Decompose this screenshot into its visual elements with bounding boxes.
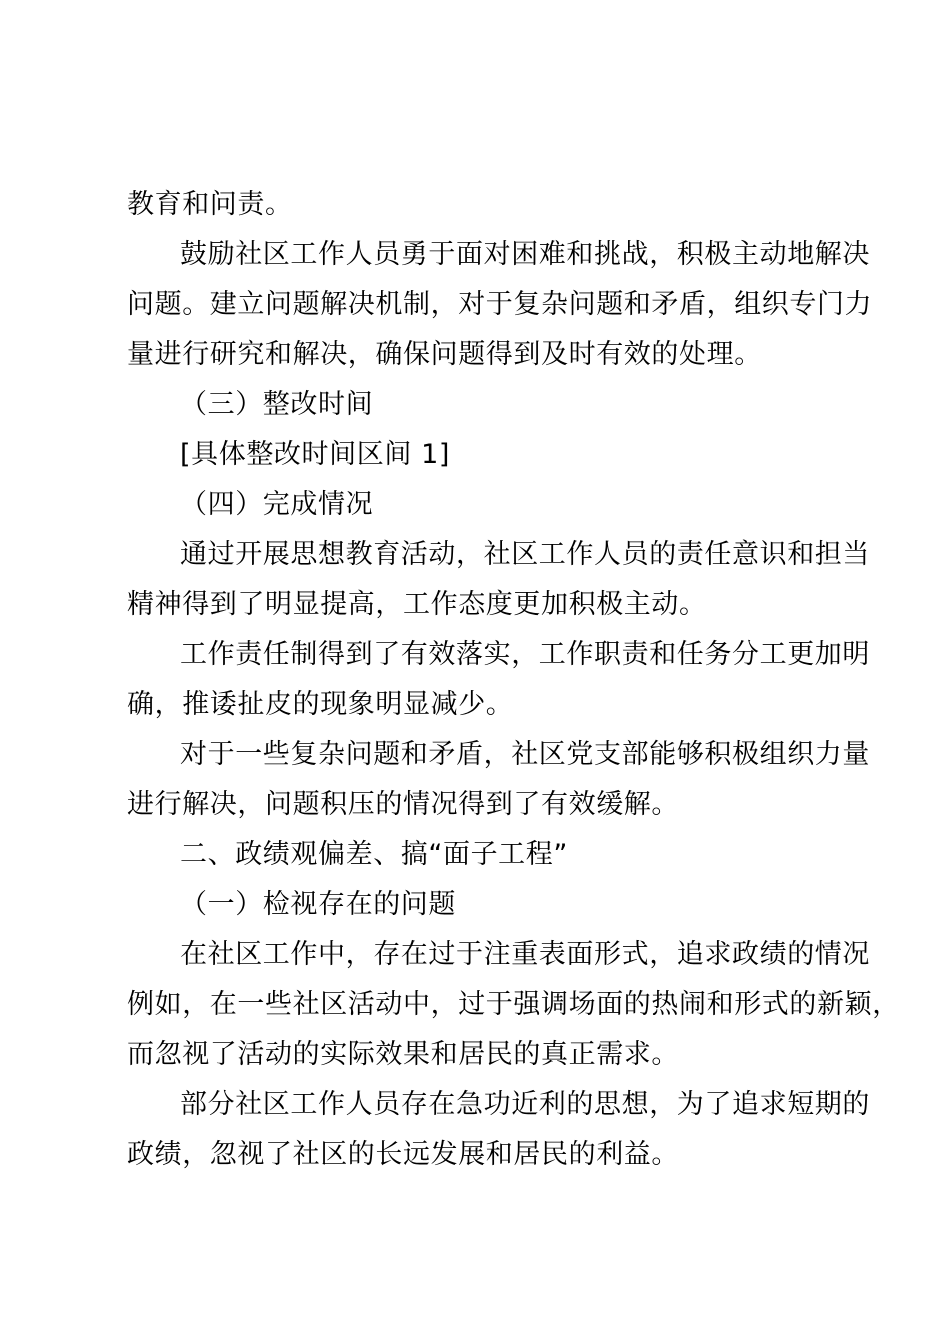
text-line: 例如，在一些社区活动中，过于强调场面的热闹和形式的新颖， [127, 989, 900, 1020]
text-line: 精神得到了明显提高，工作态度更加积极主动。 [127, 589, 707, 620]
text-line: 进行解决，问题积压的情况得到了有效缓解。 [127, 789, 679, 820]
text-line: 确，推诿扯皮的现象明显减少。 [127, 689, 514, 720]
section-heading-completion-status: （四）完成情况 [180, 489, 374, 520]
text-line: 教育和问责。 [127, 189, 293, 220]
section-heading-rectification-time: （三）整改时间 [180, 389, 374, 420]
paragraph-start: 鼓励社区工作人员勇于面对困难和挑战，积极主动地解决 [180, 239, 870, 270]
paragraph-start: 在社区工作中，存在过于注重表面形式，追求政绩的情况 [180, 939, 870, 970]
text-line: 量进行研究和解决，确保问题得到及时有效的处理。 [127, 339, 762, 370]
text-line: 政绩，忽视了社区的长远发展和居民的利益。 [127, 1139, 679, 1170]
text-line: 问题。建立问题解决机制，对于复杂问题和矛盾，组织专门力 [127, 289, 873, 320]
paragraph-start: 工作责任制得到了有效落实，工作职责和任务分工更加明 [180, 639, 870, 670]
paragraph-start: 通过开展思想教育活动，社区工作人员的责任意识和担当 [180, 539, 870, 570]
paragraph-start: 对于一些复杂问题和矛盾，社区党支部能够积极组织力量 [180, 739, 870, 770]
text-line: 而忽视了活动的实际效果和居民的真正需求。 [127, 1039, 679, 1070]
paragraph-start: 部分社区工作人员存在急功近利的思想，为了追求短期的 [180, 1089, 870, 1120]
section-heading-problems: （一）检视存在的问题 [180, 889, 456, 920]
placeholder-time-range: [具体整改时间区间 1] [180, 439, 451, 470]
section-heading-performance-view: 二、政绩观偏差、搞“面子工程” [180, 839, 568, 870]
